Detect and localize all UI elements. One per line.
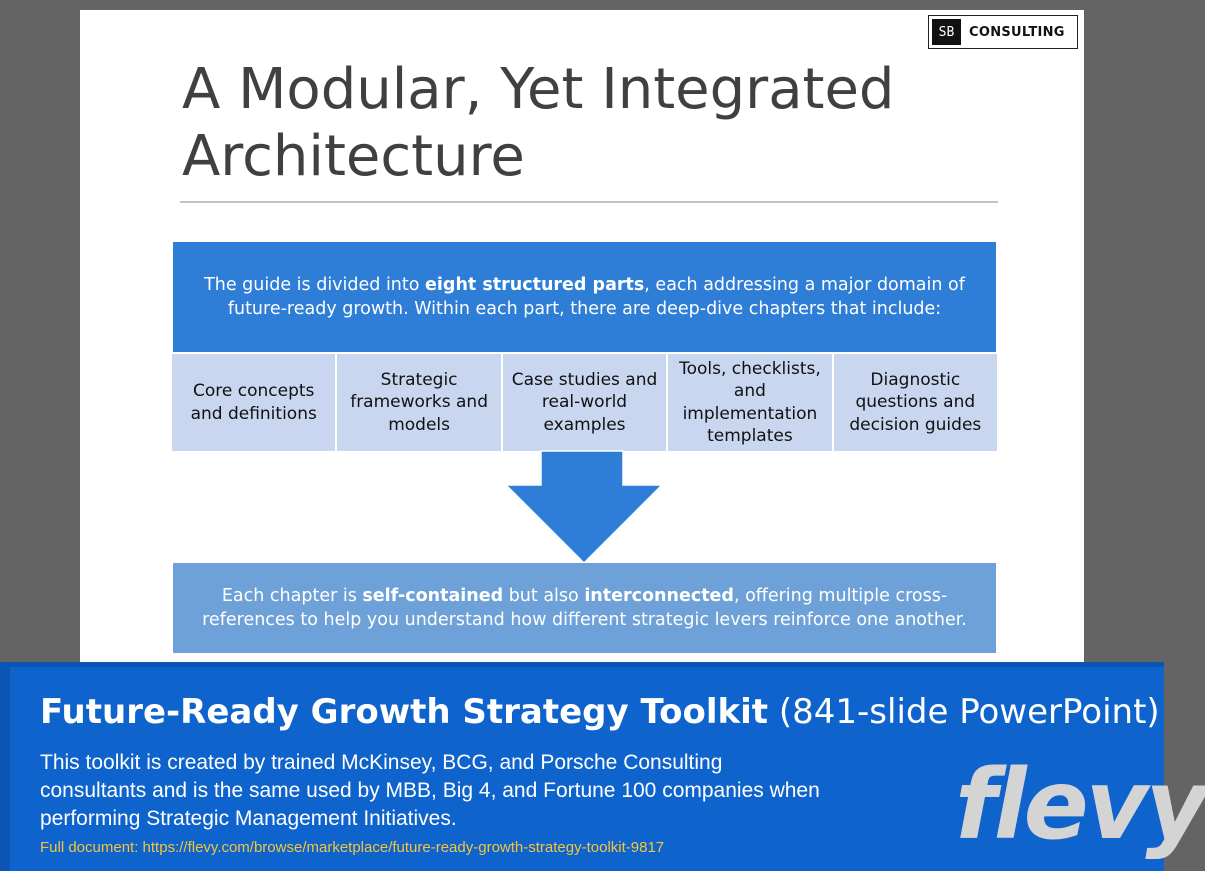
content-card: Tools, checklists, and implementation templates [668, 354, 833, 451]
content-card: Strategic frameworks and models [337, 354, 502, 451]
logo-name: CONSULTING [969, 24, 1065, 40]
slide-title: A Modular, Yet Integrated Architecture [182, 57, 895, 189]
content-card: Case studies and real-world examples [503, 354, 668, 451]
product-subtitle: (841-slide PowerPoint) [778, 692, 1160, 732]
content-card: Diagnostic questions and decision guides [834, 354, 997, 451]
intro-emphasis: eight structured parts [425, 275, 645, 295]
slide [80, 10, 1084, 662]
document-link[interactable]: Full document: https://flevy.com/browse/marketplace/future-ready-growth-strategy-toolkit-9817 [40, 839, 665, 856]
intro-box [173, 242, 996, 352]
chapter-contents-row [172, 354, 997, 451]
promo-panel [10, 667, 1205, 871]
logo-badge: SB [932, 19, 961, 45]
flevy-logo[interactable]: flevy [955, 749, 1205, 861]
intro-text: The guide is divided into eight structured parts, each addressing a major domain of future-ready growth. Within each part, there are deep-dive chapters that include: [204, 275, 965, 319]
down-arrow-icon [506, 451, 662, 565]
product-title: Future-Ready Growth Strategy Toolkit (841-slide PowerPoint) [40, 692, 1160, 732]
summary-box [173, 563, 996, 653]
product-description: This toolkit is created by trained McKinsey, BCG, and Porsche Consulting consultants and is the same used by MBB, Big 4, and Fortune 100 companies when performing Strategic Management Initiatives. [40, 751, 820, 830]
company-logo [928, 15, 1078, 49]
summary-text: Each chapter is self-contained but also interconnected, offering multiple cross-references to help you understand how different strategic levers reinforce one another. [202, 586, 967, 630]
promo-footer [0, 662, 1205, 871]
content-card: Core concepts and definitions [172, 354, 337, 451]
title-divider [180, 201, 998, 203]
